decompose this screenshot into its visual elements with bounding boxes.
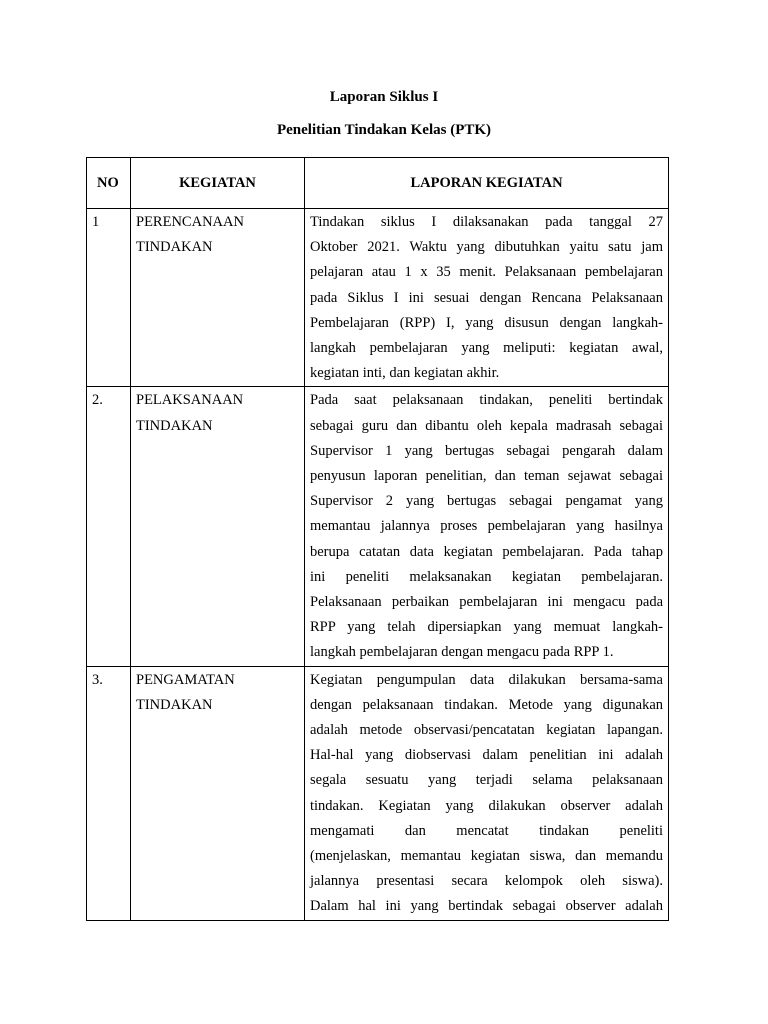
document-title: Laporan Siklus I: [329, 89, 439, 105]
row-kegiatan: [131, 387, 305, 666]
laporan-line: adalah metode observasi/pencatatan kegiatan lapangan.: [310, 722, 663, 739]
kegiatan-line: TINDAKAN: [136, 696, 213, 713]
laporan-line: ini peneliti melaksanakan kegiatan pembelajaran.: [310, 568, 663, 585]
kegiatan-line: TINDAKAN: [136, 239, 213, 256]
laporan-line: langkah pembelajaran yang meliputi: kegiatan awal,: [310, 340, 663, 357]
row-laporan: [305, 209, 669, 387]
kegiatan-line: PELAKSANAAN: [136, 392, 244, 409]
row-kegiatan: [131, 666, 305, 920]
laporan-line: Tindakan siklus I dilaksanakan pada tanggal 27: [310, 214, 663, 230]
laporan-line: sebagai guru dan dibantu oleh kepala madrasah sebagai: [310, 417, 663, 434]
document-subtitle: Penelitian Tindakan Kelas (PTK): [276, 122, 492, 138]
laporan-line: tindakan. Kegiatan yang dilakukan observer adalah: [310, 797, 663, 814]
row-number: 3.: [87, 666, 131, 920]
row-kegiatan: [131, 209, 305, 387]
row-laporan: [305, 666, 669, 920]
table-header-row: [87, 158, 669, 209]
header-no: NO: [87, 158, 131, 209]
laporan-line: Oktober 2021. Waktu yang dibutuhkan yaitu satu jam: [310, 239, 663, 256]
laporan-line: kegiatan inti, dan kegiatan akhir.: [310, 365, 500, 382]
kegiatan-line: PERENCANAAN: [136, 214, 244, 230]
laporan-line: Pada saat pelaksanaan tindakan, peneliti bertindak: [310, 392, 663, 409]
laporan-line: dengan pelaksanaan tindakan. Metode yang digunakan: [310, 696, 663, 713]
laporan-line: jalannya presentasi secara kelompok oleh siswa).: [310, 873, 663, 890]
laporan-line: pelajaran atau 1 x 35 menit. Pelaksanaan pembelajaran: [310, 264, 663, 281]
header-laporan: LAPORAN KEGIATAN: [305, 158, 669, 209]
row-number: 2.: [87, 387, 131, 666]
table-row: [87, 387, 669, 666]
laporan-line: segala sesuatu yang terjadi selama pelaksanaan: [310, 772, 663, 789]
laporan-line: (menjelaskan, memantau kegiatan siswa, dan memandu: [310, 848, 663, 865]
laporan-line: Supervisor 2 yang bertugas sebagai pengamat yang: [310, 493, 663, 510]
kegiatan-line: PENGAMATAN: [136, 671, 235, 688]
header-kegiatan: KEGIATAN: [131, 158, 305, 209]
laporan-line: Dalam hal ini yang bertindak sebagai observer adalah: [310, 898, 663, 915]
laporan-line: pada Siklus I ini sesuai dengan Rencana Pelaksanaan: [310, 289, 663, 306]
laporan-line: Hal-hal yang diobservasi dalam penelitian ini adalah: [310, 747, 663, 764]
laporan-line: mengamati dan mencatat tindakan peneliti: [310, 822, 663, 839]
laporan-line: langkah pembelajaran dengan mengacu pada RPP 1.: [310, 644, 614, 661]
laporan-line: Supervisor 1 yang bertugas sebagai pengarah dalam: [310, 442, 663, 459]
kegiatan-line: TINDAKAN: [136, 417, 213, 434]
laporan-line: berupa catatan data kegiatan pembelajaran. Pada tahap: [310, 543, 663, 560]
laporan-line: penyusun laporan penelitian, dan teman sejawat sebagai: [310, 468, 663, 485]
row-number: 1: [87, 209, 131, 387]
report-table: [86, 157, 669, 921]
row-laporan: [305, 387, 669, 666]
laporan-line: Kegiatan pengumpulan data dilakukan bersama-sama: [310, 671, 663, 688]
table-row: [87, 209, 669, 387]
laporan-line: Pembelajaran (RPP) I, yang disusun dengan langkah-: [310, 314, 663, 331]
laporan-line: Pelaksanaan perbaikan pembelajaran ini mengacu pada: [310, 594, 663, 611]
laporan-line: RPP yang telah dipersiapkan yang memuat langkah-: [310, 619, 663, 636]
table-row: [87, 666, 669, 920]
laporan-line: memantau jalannya proses pembelajaran yang hasilnya: [310, 518, 663, 535]
